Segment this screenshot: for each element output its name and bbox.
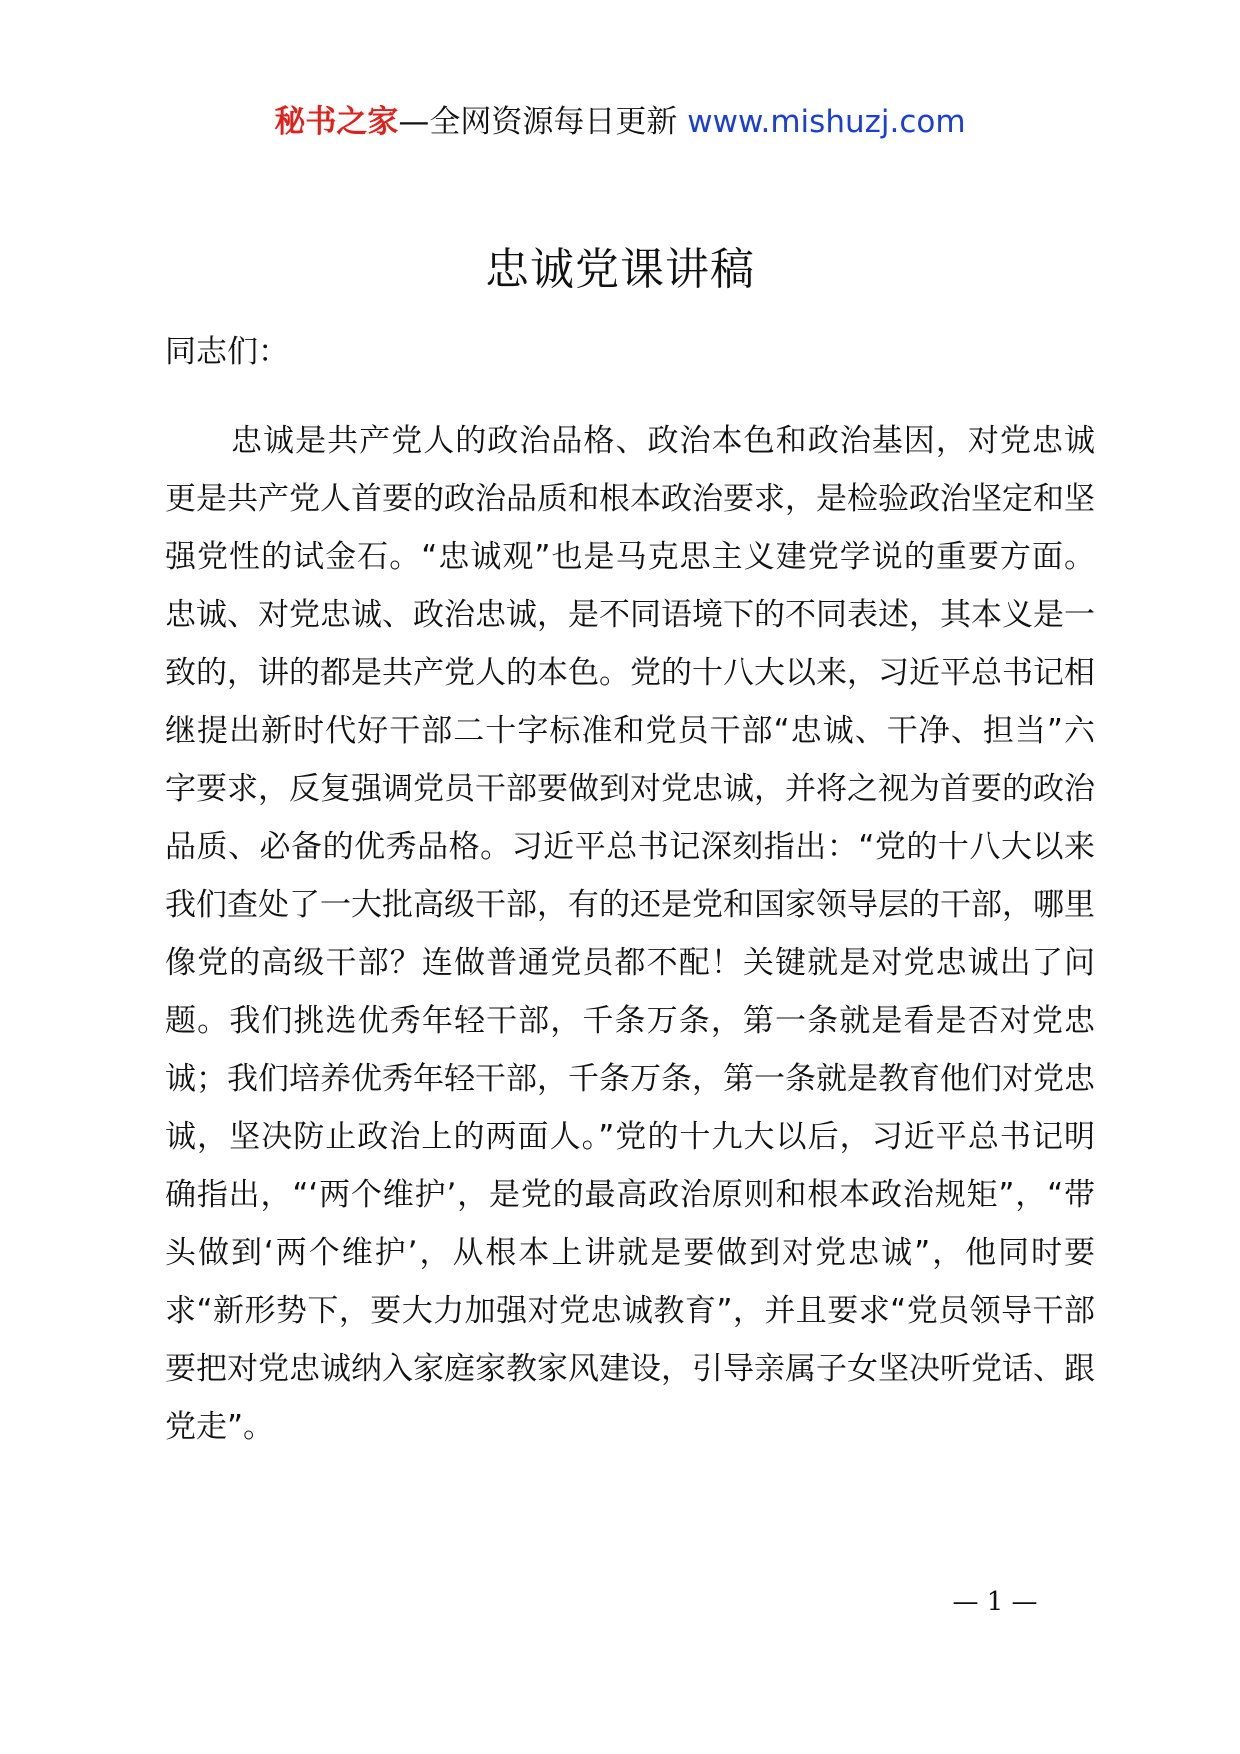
page-number: — 1 —: [952, 1587, 1038, 1617]
body-paragraph: 忠诚是共产党人的政治品格、政治本色和政治基因，对党忠诚更是共产党人首要的政治品质和根本政治要求，是检验政治坚定和坚强党性的试金石。“忠诚观”也是马克思主义建党学说的重要方面。忠诚、对党忠诚、政治忠诚，是不同语境下的不同表述，其本义是一致的，讲的都是共产党人的本色。党的十八大以来，习近平总书记相继提出新时代好干部二十字标准和党员干部“忠诚、干净、担当”六字要求，反复强调党员干部要做到对党忠诚，并将之视为首要的政治品质、必备的优秀品格。习近平总书记深刻指出：“党的十八大以来我们查处了一大批高级干部，有的还是党和国家领导层的干部，哪里像党的高级干部？连做普通党员都不配！关键就是对党忠诚出了问题。我们挑选优秀年轻干部，千条万条，第一条就是看是否对党忠诚；我们培养优秀年轻干部，千条万条，第一条就是教育他们对党忠诚，坚决防止政治上的两面人。”党的十九大以后，习近平总书记明确指出，“‘两个维护’，是党的最高政治原则和根本政治规矩”，“带头做到‘两个维护’，从根本上讲就是要做到对党忠诚”，他同时要求“新形势下，要大力加强对党忠诚教育”，并且要求“党员领导干部要把对党忠诚纳入家庭家教家风建设，引导亲属子女坚决听党话、跟党走”。: [165, 423, 1095, 1445]
document-title: 忠诚党课讲稿: [485, 244, 755, 295]
site-header: [0, 100, 1240, 144]
salutation: 同志们：: [165, 334, 289, 370]
site-brand: 秘书之家: [274, 104, 399, 140]
site-tagline: —全网资源每日更新: [398, 104, 678, 140]
site-url-link[interactable]: www.mishuzj.com: [687, 104, 966, 140]
